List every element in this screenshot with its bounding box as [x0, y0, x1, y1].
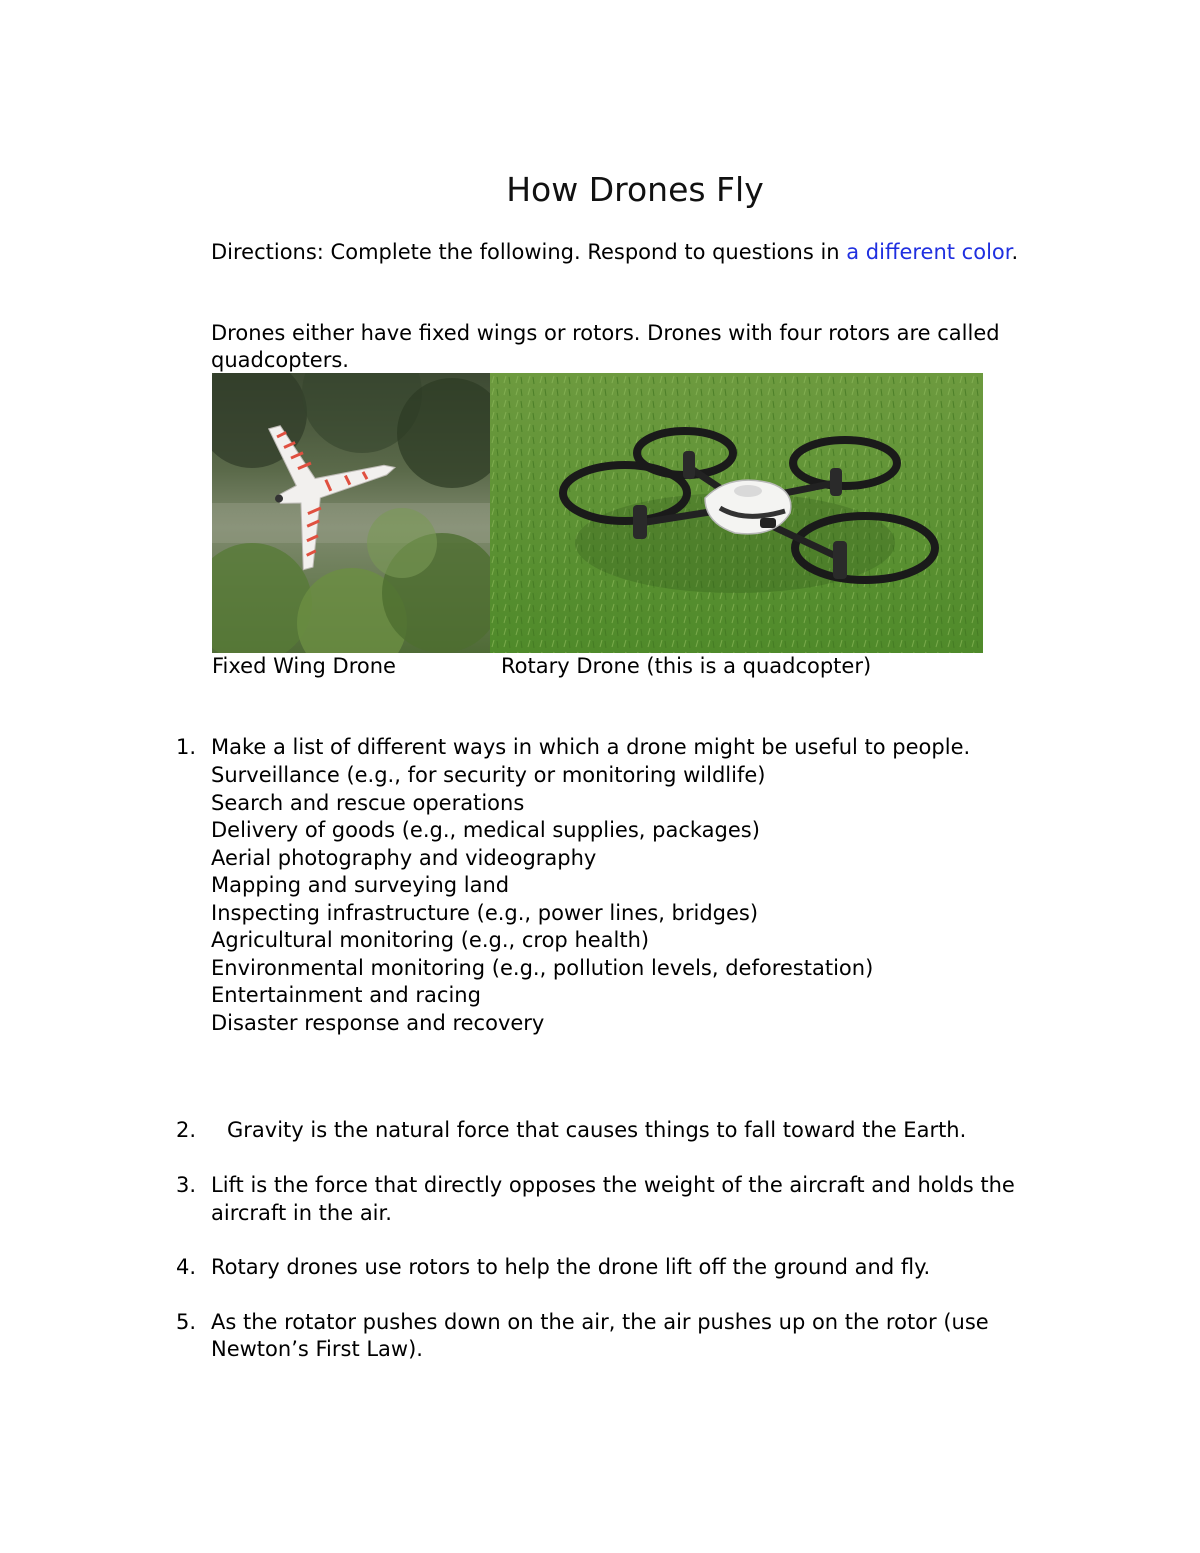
question-3-line-2: aircraft in the air.: [211, 1201, 392, 1225]
answer-item: Aerial photography and videography: [211, 845, 597, 870]
answer-item: Search and rescue operations: [211, 790, 525, 815]
fixed-wing-caption: Fixed Wing Drone: [212, 654, 396, 678]
answer-item: Environmental monitoring (e.g., pollution levels, deforestation): [211, 955, 874, 980]
question-4-text: Rotary drones use rotors to help the drone lift off the ground and fly.: [211, 1255, 931, 1279]
question-5-number: 5.: [176, 1310, 197, 1334]
question-1-prompt: Make a list of different ways in which a drone might be useful to people.: [211, 735, 971, 759]
answer-item: Entertainment and racing: [211, 983, 481, 1007]
answer-item: Mapping and surveying land: [211, 873, 510, 897]
question-5-line-2: Newton’s First Law).: [211, 1337, 423, 1361]
question-2-number: 2.: [176, 1118, 197, 1142]
question-4-number: 4.: [176, 1255, 197, 1279]
directions-highlight: a different color: [846, 240, 1012, 264]
directions-text: Directions: Complete the following. Respond to questions in: [211, 240, 847, 264]
answer-item: Inspecting infrastructure (e.g., power lines, bridges): [211, 900, 759, 925]
question-3-line-1: Lift is the force that directly opposes the weight of the aircraft and holds the: [211, 1173, 1015, 1197]
directions-line: [211, 239, 1018, 266]
intro-line-2: quadcopters.: [211, 348, 349, 372]
page-title: How Drones Fly: [506, 170, 764, 209]
answer-item: Delivery of goods (e.g., medical supplies, packages): [211, 818, 760, 842]
question-3-number: 3.: [176, 1173, 197, 1197]
question-2-text: Gravity is the natural force that causes things to fall toward the Earth.: [227, 1118, 967, 1142]
rotary-caption: Rotary Drone (this is a quadcopter): [501, 654, 872, 678]
directions-end: .: [1011, 240, 1019, 264]
answer-item: Agricultural monitoring (e.g., crop health): [211, 928, 650, 952]
rotary-drone-photo: [490, 373, 983, 653]
intro-line-1: Drones either have fixed wings or rotors. Drones with four rotors are called: [211, 321, 1000, 345]
answer-item: Surveillance (e.g., for security or monitoring wildlife): [211, 763, 766, 787]
fixed-wing-drone-photo: [212, 373, 490, 653]
question-5-line-1: As the rotator pushes down on the air, the air pushes up on the rotor (use: [211, 1310, 989, 1334]
answer-item: Disaster response and recovery: [211, 1010, 545, 1035]
question-1-number: 1.: [176, 735, 197, 759]
question-1-answers: [211, 762, 873, 1037]
